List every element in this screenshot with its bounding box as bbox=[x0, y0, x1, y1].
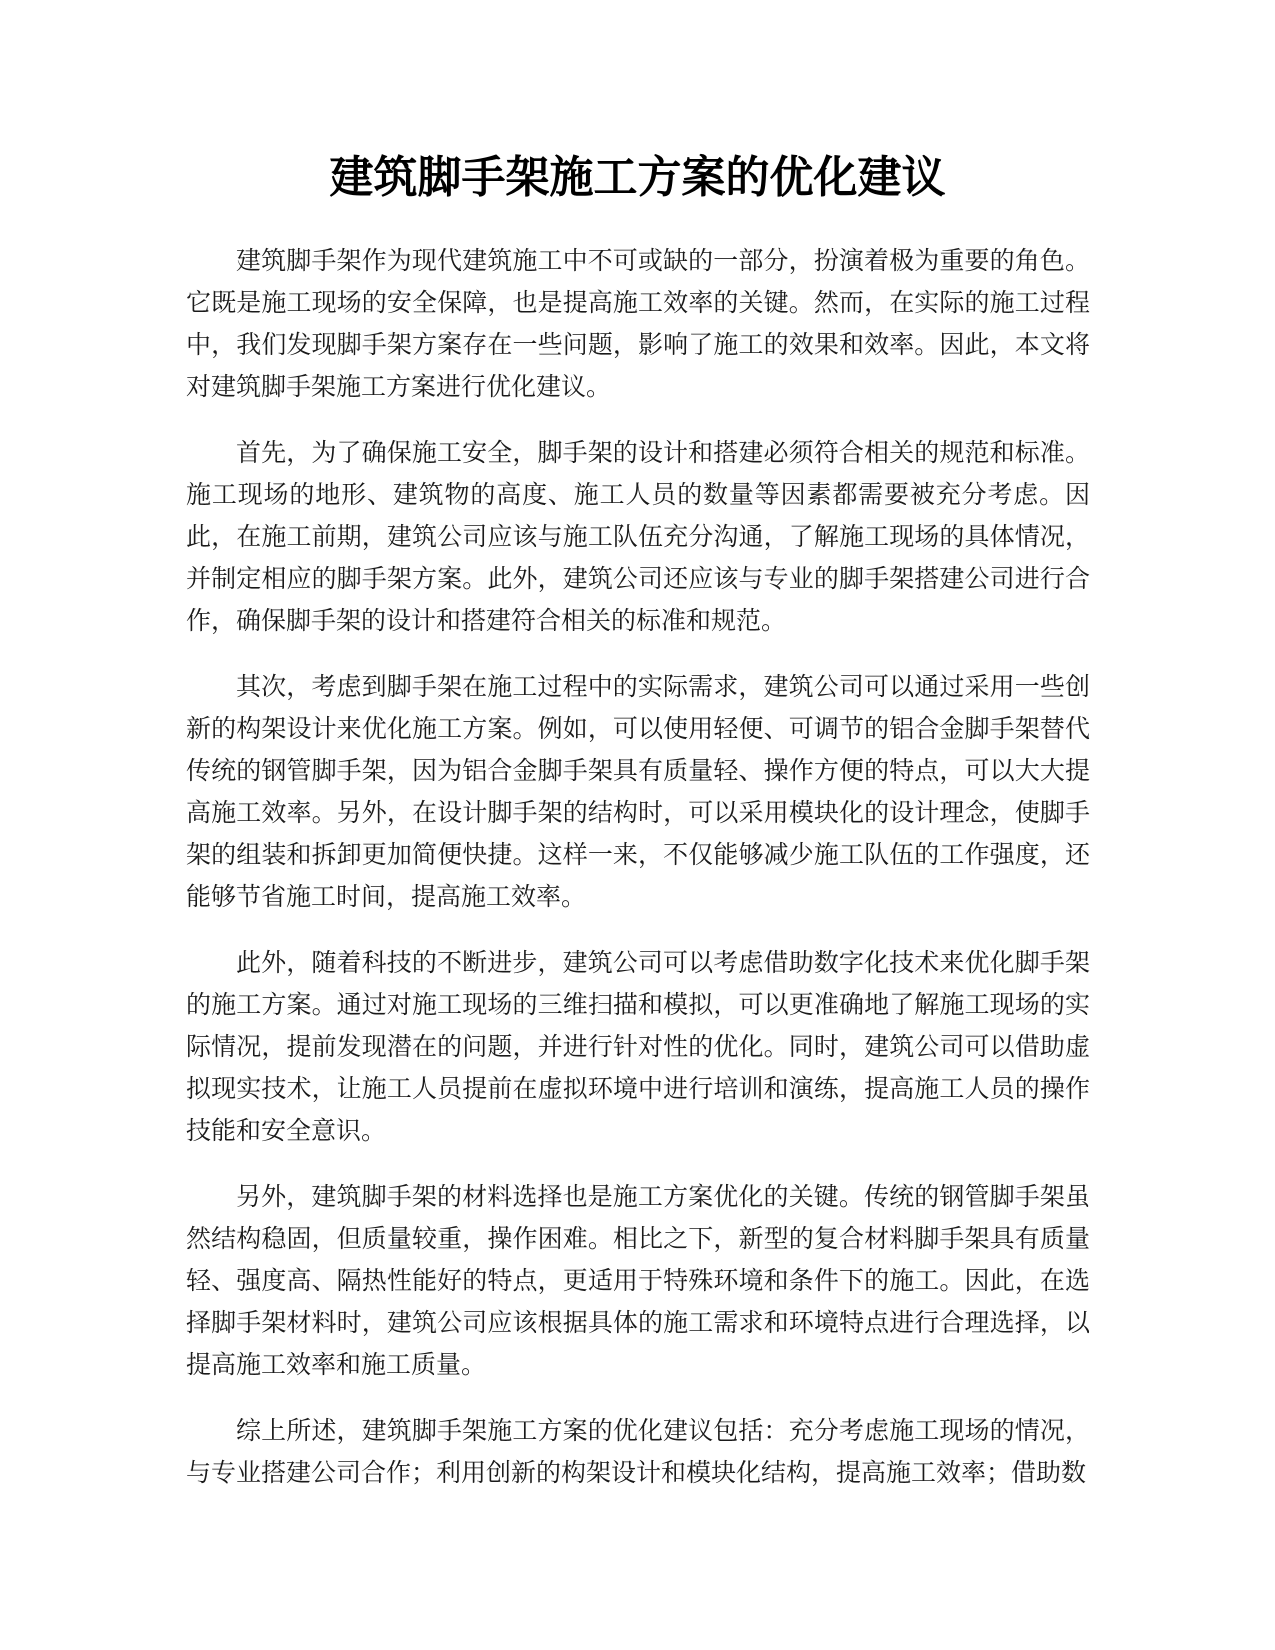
document-body bbox=[186, 240, 1090, 1518]
paragraph-safety: 首先，为了确保施工安全，脚手架的设计和搭建必须符合相关的规范和标准。施工现场的地形、建筑物的高度、施工人员的数量等因素都需要被充分考虑。因此，在施工前期，建筑公司应该与施工队伍充分沟通，了解施工现场的具体情况，并制定相应的脚手架方案。此外，建筑公司还应该与专业的脚手架搭建公司进行合作，确保脚手架的设计和搭建符合相关的标准和规范。 bbox=[186, 438, 1090, 635]
paragraph-intro: 建筑脚手架作为现代建筑施工中不可或缺的一部分，扮演着极为重要的角色。它既是施工现场的安全保障，也是提高施工效率的关键。然而，在实际的施工过程中，我们发现脚手架方案存在一些问题，影响了施工的效果和效率。因此，本文将对建筑脚手架施工方案进行优化建议。 bbox=[186, 246, 1090, 401]
paragraph-summary: 综上所述，建筑脚手架施工方案的优化建议包括：充分考虑施工现场的情况，与专业搭建公司合作；利用创新的构架设计和模块化结构，提高施工效率；借助数 bbox=[186, 1416, 1090, 1487]
paragraph-digital-tech: 此外，随着科技的不断进步，建筑公司可以考虑借助数字化技术来优化脚手架的施工方案。通过对施工现场的三维扫描和模拟，可以更准确地了解施工现场的实际情况，提前发现潜在的问题，并进行针对性的优化。同时，建筑公司可以借助虚拟现实技术，让施工人员提前在虚拟环境中进行培训和演练，提高施工人员的操作技能和安全意识。 bbox=[186, 948, 1090, 1145]
paragraph-materials: 另外，建筑脚手架的材料选择也是施工方案优化的关键。传统的钢管脚手架虽然结构稳固，但质量较重，操作困难。相比之下，新型的复合材料脚手架具有质量轻、强度高、隔热性能好的特点，更适用于特殊环境和条件下的施工。因此，在选择脚手架材料时，建筑公司应该根据具体的施工需求和环境特点进行合理选择，以提高施工效率和施工质量。 bbox=[186, 1182, 1090, 1379]
paragraph-innovative-design: 其次，考虑到脚手架在施工过程中的实际需求，建筑公司可以通过采用一些创新的构架设计来优化施工方案。例如，可以使用轻便、可调节的铝合金脚手架替代传统的钢管脚手架，因为铝合金脚手架具有质量轻、操作方便的特点，可以大大提高施工效率。另外，在设计脚手架的结构时，可以采用模块化的设计理念，使脚手架的组装和拆卸更加简便快捷。这样一来，不仅能够减少施工队伍的工作强度，还能够节省施工时间，提高施工效率。 bbox=[186, 672, 1090, 911]
document-title: 建筑脚手架施工方案的优化建议 bbox=[329, 152, 946, 203]
